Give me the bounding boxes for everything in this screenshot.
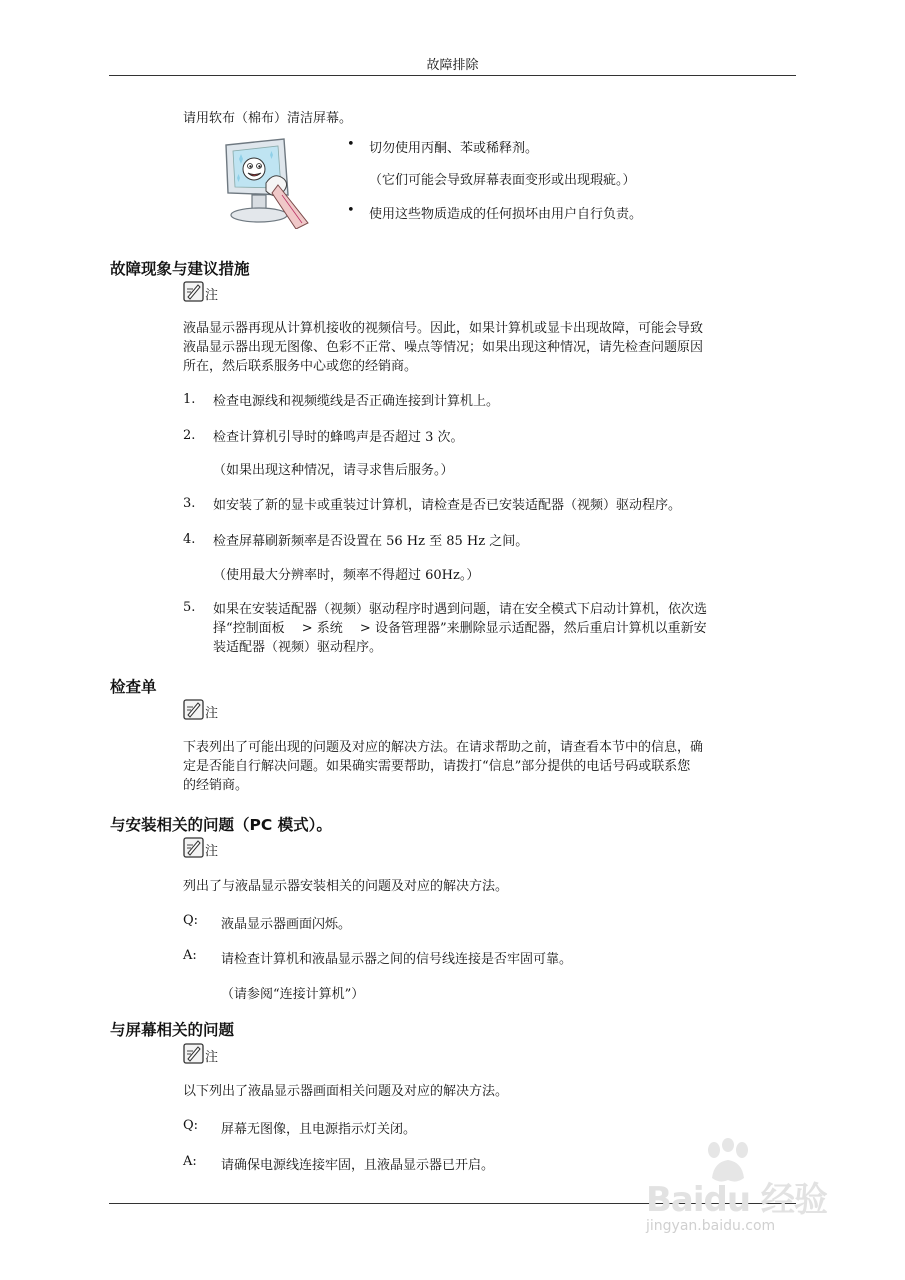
list-number: 5. (183, 600, 196, 615)
list-number: 4. (183, 532, 196, 547)
section-heading: 与屏幕相关的问题 (110, 1021, 235, 1039)
list-number: 2. (183, 428, 196, 443)
list-number: 1. (183, 392, 196, 407)
list-item-2: 检查计算机引导时的蜂鸣声是否超过 3 次。 (213, 430, 464, 445)
paragraph-line: 下表列出了可能出现的问题及对应的解决方法。在请求帮助之前，请查看本节中的信息，确 (183, 740, 704, 755)
list-item-5 (213, 600, 799, 657)
note-marker (183, 1040, 218, 1064)
monitor-cleaning-illustration (208, 137, 320, 229)
bullet-item-1: 切勿使用丙酮、苯或稀释剂。 (369, 141, 539, 156)
bullet-item-2: 使用这些物质造成的任何损坏由用户自行负责。 (369, 207, 643, 222)
note-label: 注 (205, 288, 219, 303)
page-header-title: 故障排除 (426, 58, 479, 73)
list-item-3: 如安装了新的显卡或重装过计算机，请检查是否已安装适配器（视频）驱动程序。 (213, 498, 682, 513)
header-rule (109, 75, 796, 76)
question-text: 液晶显示器画面闪烁。 (221, 917, 352, 932)
paragraph-line: 液晶显示器再现从计算机接收的视频信号。因此，如果计算机或显卡出现故障，可能会导致 (183, 321, 704, 336)
note-label: 注 (205, 1050, 219, 1065)
note-marker (183, 696, 218, 720)
section-heading: 与安装相关的问题（PC 模式）。 (110, 816, 332, 834)
watermark-brand: Baidu 经验 (646, 1180, 827, 1220)
list-item-2-sub: （如果出现这种情况，请寻求售后服务。） (213, 463, 454, 478)
question-text: 屏幕无图像，且电源指示灯关闭。 (221, 1122, 417, 1137)
bullet-item-1-note: （它们可能会导致屏幕表面变形或出现瑕疵。） (369, 173, 636, 188)
note-icon (183, 1043, 204, 1064)
answer-text: 请确保电源线连接牢固，且液晶显示器已开启。 (221, 1158, 495, 1173)
section4-paragraph: 以下列出了液晶显示器画面相关问题及对应的解决方法。 (183, 1084, 509, 1099)
paragraph-line: 的经销商。 (183, 778, 249, 793)
bullet-marker: • (347, 203, 355, 218)
note-icon (183, 837, 204, 858)
paragraph-line: 所在，然后联系服务中心或您的经销商。 (183, 359, 418, 374)
list-item-4-sub: （使用最大分辨率时，频率不得超过 60Hz。） (213, 568, 480, 583)
list-number: 3. (183, 496, 196, 511)
section1-paragraph (183, 319, 799, 376)
answer-text: 请检查计算机和液晶显示器之间的信号线连接是否牢固可靠。 (221, 952, 573, 967)
note-marker (183, 278, 218, 302)
watermark-url: jingyan.baidu.com (646, 1218, 776, 1234)
a-label: A: (183, 948, 197, 963)
q-label: Q: (183, 1118, 199, 1133)
intro-text: 请用软布（棉布）清洁屏幕。 (183, 111, 353, 126)
list-item-4: 检查屏幕刷新频率是否设置在 56 Hz 至 85 Hz 之间。 (213, 534, 529, 549)
section-heading: 故障现象与建议措施 (110, 260, 250, 278)
note-icon (183, 281, 204, 302)
list-item-line: 择“控制面板 > 系统 > 设备管理器”来删除显示适配器，然后重启计算机以重新安 (213, 621, 707, 636)
note-label: 注 (205, 844, 219, 859)
list-item-line: 装适配器（视频）驱动程序。 (213, 640, 383, 655)
note-icon (183, 699, 204, 720)
note-marker (183, 834, 218, 858)
bullet-marker: • (347, 137, 355, 152)
answer-sub-text: （请参阅“连接计算机”） (221, 987, 365, 1002)
paragraph-line: 液晶显示器出现无图像、色彩不正常、噪点等情况；如果出现这种情况，请先检查问题原因 (183, 340, 704, 355)
note-label: 注 (205, 706, 219, 721)
list-item-1: 检查电源线和视频缆线是否正确连接到计算机上。 (213, 394, 500, 409)
q-label: Q: (183, 913, 199, 928)
a-label: A: (183, 1154, 197, 1169)
section-heading: 检查单 (110, 678, 157, 696)
section2-paragraph (183, 738, 799, 795)
section3-paragraph: 列出了与液晶显示器安装相关的问题及对应的解决方法。 (183, 879, 509, 894)
list-item-line: 如果在安装适配器（视频）驱动程序时遇到问题，请在安全模式下启动计算机，依次选 (213, 602, 708, 617)
paragraph-line: 定是否能自行解决问题。如果确实需要帮助，请拨打“信息”部分提供的电话号码或联系您 (183, 759, 691, 774)
